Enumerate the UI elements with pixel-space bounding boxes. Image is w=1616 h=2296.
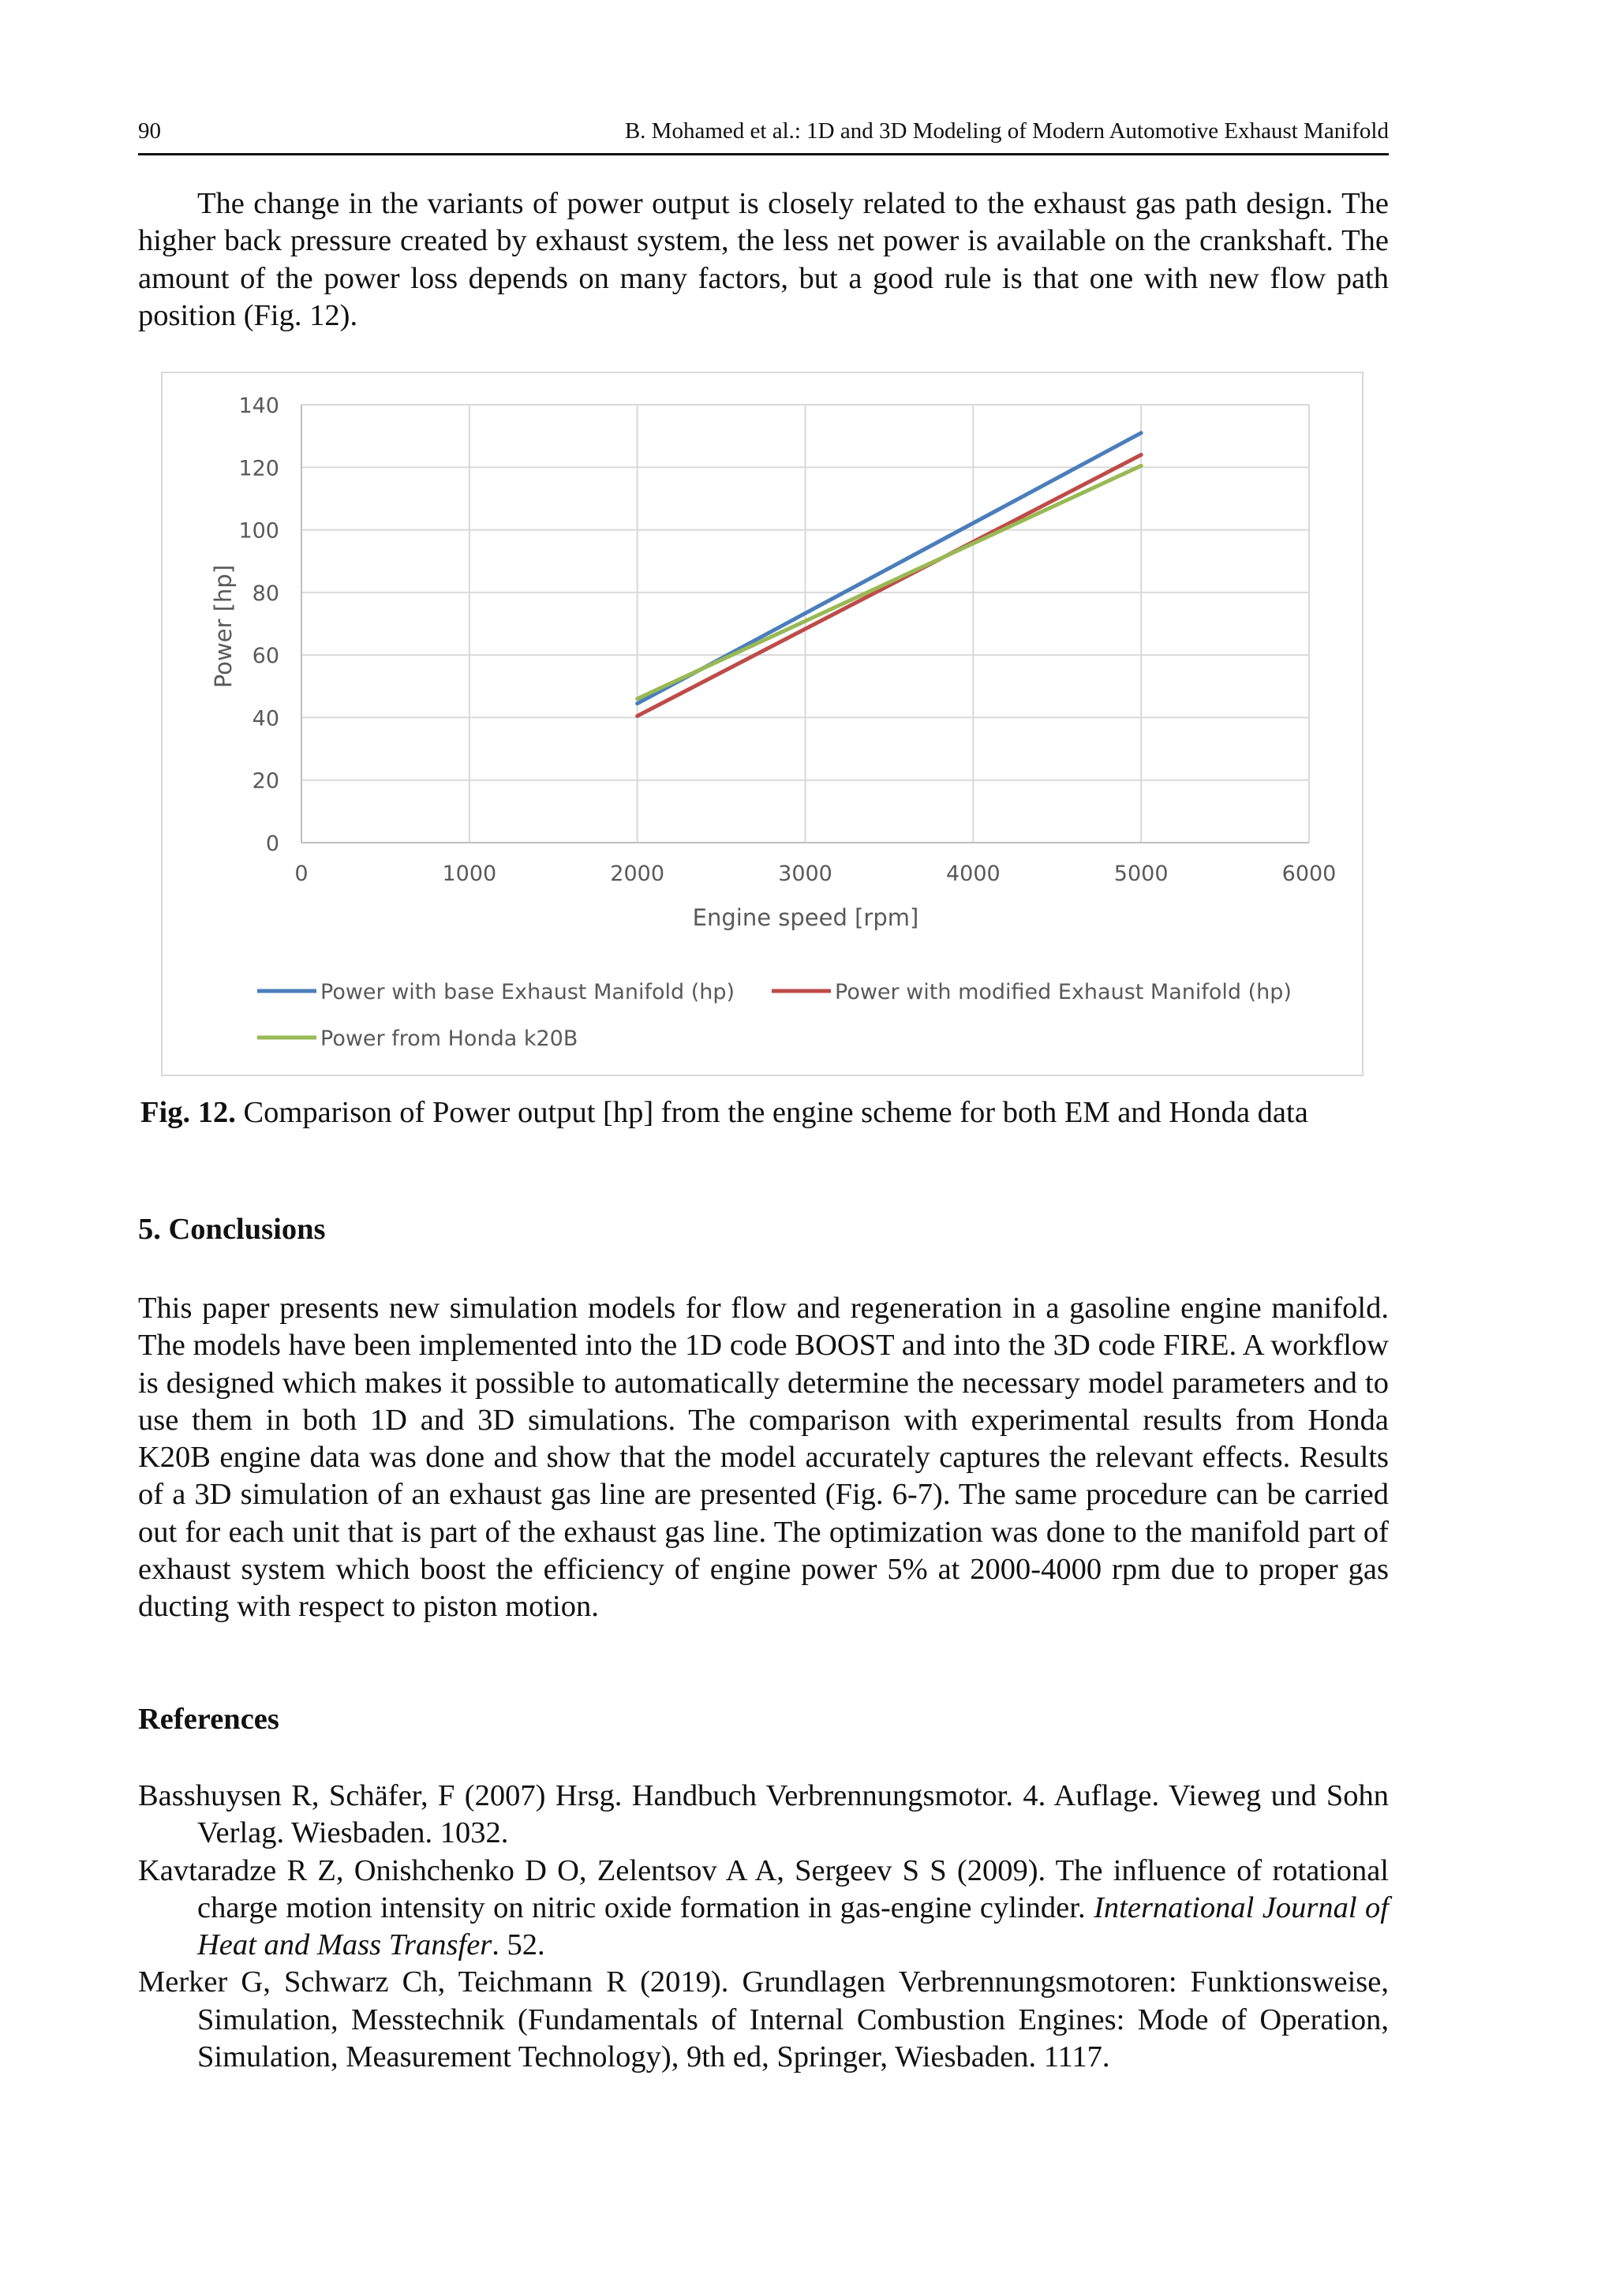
reference-text-end: . 52. xyxy=(492,1928,545,1962)
page-number: 90 xyxy=(138,118,161,144)
y-tick-label: 100 xyxy=(238,518,279,544)
figure-caption-text: Comparison of Power output [hp] from the engine scheme for both EM and Honda data xyxy=(235,1096,1308,1129)
reference-text: Kavtaradze R Z, Onishchenko D O, Zelentsov A A, Sergeev S S (2009). The influence of rotational charge motion intensity on nitric oxide formation in gas-engine cylinder. xyxy=(138,1853,1389,1924)
figure-label: Fig. 12. xyxy=(140,1096,236,1129)
page-header xyxy=(138,118,1389,155)
y-tick-label: 40 xyxy=(252,706,279,731)
series-line-3 xyxy=(638,466,1141,698)
conclusions-paragraph: This paper presents new simulation models for flow and regeneration in a gasoline engine manifold. The models have been implemented into the 1D code BOOST and into the 3D code FIRE. A workflow is designed which makes it possible to automatically determine the necessary model parameters and to use them in both 1D and 3D simulations. The comparison with experimental results from Honda K20B engine data was done and show that the model accurately captures the relevant effects. Results of a 3D simulation of an exhaust gas line are presented (Fig. 6-7). The same procedure can be carried out for each unit that is part of the exhaust gas line. The optimization was done to the manifold part of exhaust system which boost the efficiency of engine power 5% at 2000-4000 rpm due to proper gas ducting with respect to piston motion. xyxy=(138,1292,1389,1624)
intro-paragraph: The change in the variants of power output is closely related to the exhaust gas path design. The higher back pressure created by exhaust system, the less net power is available on the crankshaft. The amount of the power loss depends on many factors, but a good rule is that one with new flow path position (Fig. 12). xyxy=(138,187,1389,332)
x-tick-label: 5000 xyxy=(1113,862,1169,886)
reference-item xyxy=(138,1853,1389,1965)
reference-item: Merker G, Schwarz Ch, Teichmann R (2019). Grundlagen Verbrennungsmotoren: Funktionsweise, Simulation, Messtechnik (Fundamentals of Internal Combustion Engines: Mode of Operation, Simulation, Measurement Technology), 9th ed, Springer, Wiesbaden. 1117. xyxy=(138,1965,1389,2074)
y-axis-label: Power [hp] xyxy=(210,564,237,689)
y-tick-label: 80 xyxy=(252,581,279,606)
legend-label-2: Power with modified Exhaust Manifold (hp) xyxy=(835,980,1292,1004)
references-list xyxy=(138,1778,1389,2076)
figure-caption xyxy=(140,1094,1308,1131)
x-tick-label: 0 xyxy=(294,862,309,886)
y-tick-label: 140 xyxy=(238,394,279,418)
series-line-2 xyxy=(638,454,1141,716)
x-tick-label: 1000 xyxy=(442,862,497,886)
journal-title: International Journal of Heat and Mass Transfer xyxy=(197,1890,1389,1962)
references-heading: References xyxy=(138,1703,279,1736)
reference-item: Basshuysen R, Schäfer, F (2007) Hrsg. Handbuch Verbrennungsmotor. 4. Auflage. Vieweg und Sohn Verlag. Wiesbaden. 1032. xyxy=(138,1779,1389,1850)
y-tick-label: 60 xyxy=(252,644,279,669)
chart-series xyxy=(638,433,1141,716)
legend-label-3: Power from Honda k20B xyxy=(320,1026,578,1051)
power-line-chart xyxy=(163,373,1365,1078)
x-axis-label: Engine speed [rpm] xyxy=(692,904,919,931)
conclusions-heading: 5. Conclusions xyxy=(138,1213,326,1246)
chart-legend xyxy=(257,980,1292,1051)
x-tick-label: 3000 xyxy=(778,862,832,886)
x-tick-label: 2000 xyxy=(610,862,665,886)
x-tick-label: 6000 xyxy=(1281,862,1337,886)
y-tick-label: 20 xyxy=(252,768,279,794)
y-tick-label: 120 xyxy=(238,456,279,481)
figure-12-chart xyxy=(161,372,1364,1076)
running-title: B. Mohamed et al.: 1D and 3D Modeling of Modern Automotive Exhaust Manifold xyxy=(624,118,1389,144)
chart-gridlines xyxy=(301,405,1309,843)
legend-label-1: Power with base Exhaust Manifold (hp) xyxy=(320,980,735,1004)
x-tick-label: 4000 xyxy=(945,862,1001,886)
y-tick-label: 0 xyxy=(265,832,279,856)
